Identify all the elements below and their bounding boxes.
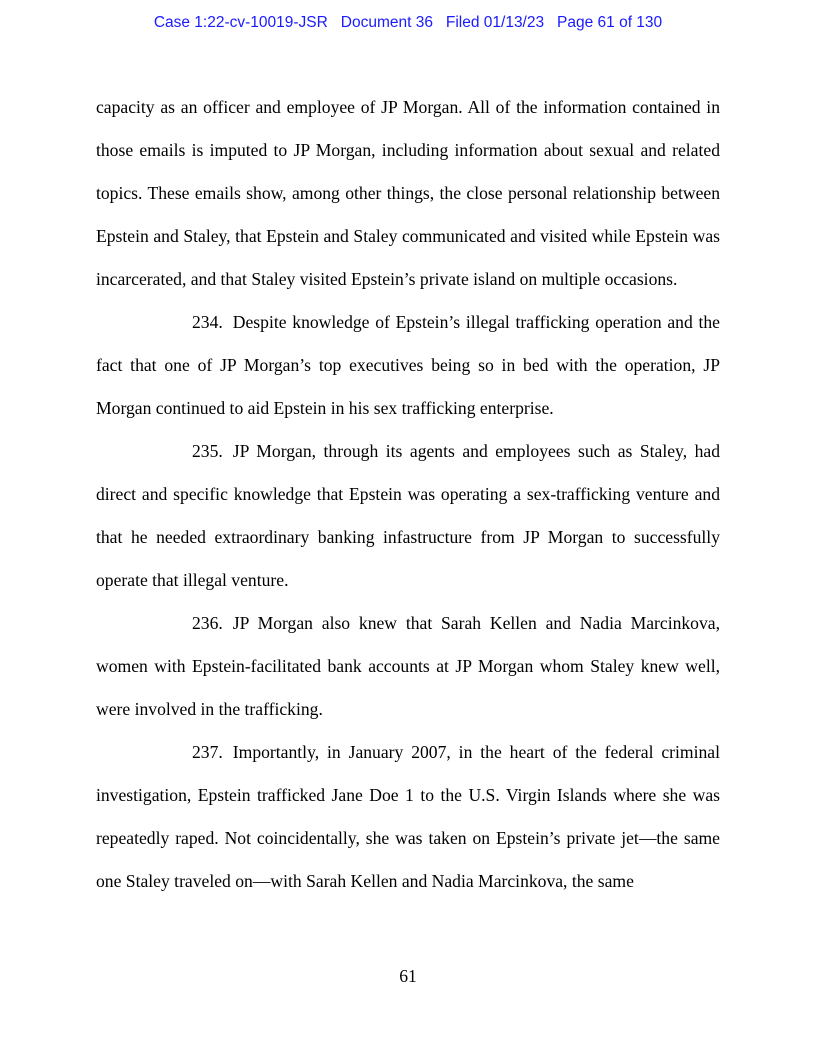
paragraph-234	[96, 301, 720, 430]
paragraph-text: Importantly, in January 2007, in the heart of the federal criminal investigation, Epstein trafficked Jane Doe 1 to the U.S. Virgin Islands where she was repeatedly raped. Not coincidentally, she was taken on Epstein’s private jet—the same one Staley traveled on—with Sarah Kellen and Nadia Marcinkova, the same	[96, 742, 720, 891]
document-body	[96, 86, 720, 903]
paragraph-text: JP Morgan, through its agents and employees such as Staley, had direct and specific knowledge that Epstein was operating a sex-trafficking venture and that he needed extraordinary banking infastructure from JP Morgan to successfully operate that illegal venture.	[96, 441, 720, 590]
paragraph-number: 234.	[192, 312, 223, 332]
paragraph-text: capacity as an officer and employee of JP Morgan. All of the information contained in those emails is imputed to JP Morgan, including information about sexual and related topics. These emails show, among other things, the close personal relationship between Epstein and Staley, that Epstein and Staley communicated and visited while Epstein was incarcerated, and that Staley visited Epstein’s private island on multiple occasions.	[96, 97, 720, 289]
paragraph-number: 235.	[192, 441, 223, 461]
paragraph-number: 236.	[192, 613, 223, 633]
case-header: Case 1:22-cv-10019-JSR Document 36 Filed 01/13/23 Page 61 of 130	[153, 14, 663, 31]
paragraph-number: 237.	[192, 742, 223, 762]
paragraph-text: Despite knowledge of Epstein’s illegal trafficking operation and the fact that one of JP Morgan’s top executives being so in bed with the operation, JP Morgan continued to aid Epstein in his sex trafficking enterprise.	[96, 312, 720, 418]
page-number: 61	[399, 966, 417, 986]
paragraph-237	[96, 731, 720, 903]
paragraph-236	[96, 602, 720, 731]
paragraph-235	[96, 430, 720, 602]
paragraph-text: JP Morgan also knew that Sarah Kellen and Nadia Marcinkova, women with Epstein-facilitated bank accounts at JP Morgan whom Staley knew well, were involved in the trafficking.	[96, 613, 720, 719]
paragraph-continuation	[96, 86, 720, 301]
